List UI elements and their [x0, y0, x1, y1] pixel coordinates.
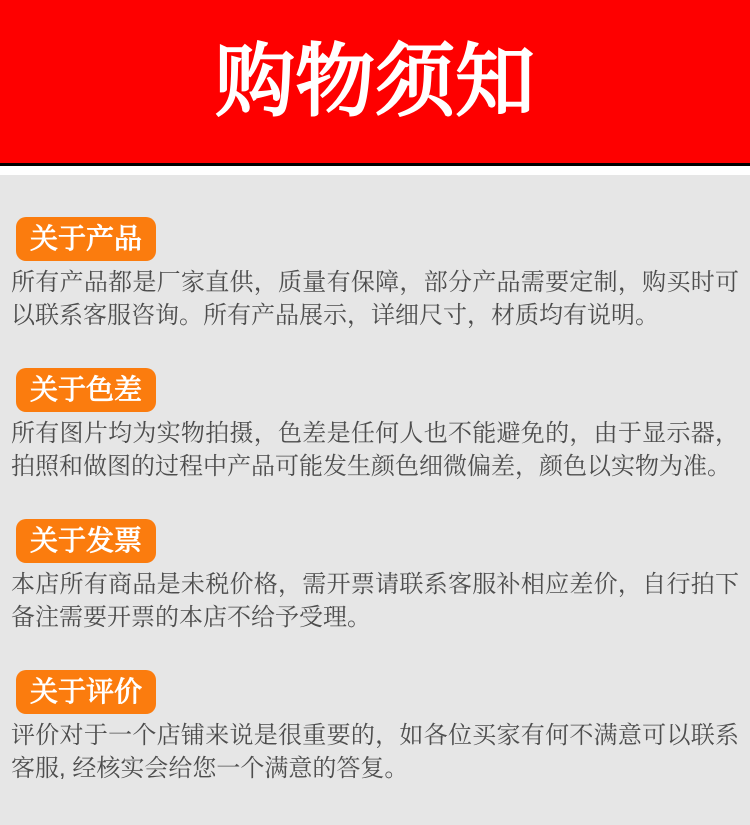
- section-about-invoice: [11, 519, 739, 634]
- notice-panel: [0, 175, 750, 825]
- text-about-invoice: 本店所有商品是未税价格，需开票请联系客服补相应差价，自行拍下备注需要开票的本店不给予受理。: [11, 571, 739, 631]
- notice-banner: [0, 0, 750, 163]
- banner-gap: [0, 166, 750, 175]
- section-about-review: [11, 670, 739, 785]
- section-about-color: [11, 368, 739, 483]
- badge-about-invoice: 关于发票: [16, 519, 156, 563]
- page-title: 购物须知: [215, 36, 535, 126]
- section-about-product: [11, 217, 739, 332]
- badge-about-color: 关于色差: [16, 368, 156, 412]
- badge-about-product: 关于产品: [16, 217, 156, 261]
- badge-about-review: 关于评价: [16, 670, 156, 714]
- text-about-color: 所有图片均为实物拍摄，色差是任何人也不能避免的，由于显示器，拍照和做图的过程中产品可能发生颜色细微偏差，颜色以实物为准。: [11, 420, 739, 480]
- text-about-review: 评价对于一个店铺来说是很重要的，如各位买家有何不满意可以联系客服, 经核实会给您一个满意的答复。: [11, 722, 739, 782]
- text-about-product: 所有产品都是厂家直供，质量有保障，部分产品需要定制，购买时可以联系客服咨询。所有产品展示，详细尺寸，材质均有说明。: [11, 269, 739, 329]
